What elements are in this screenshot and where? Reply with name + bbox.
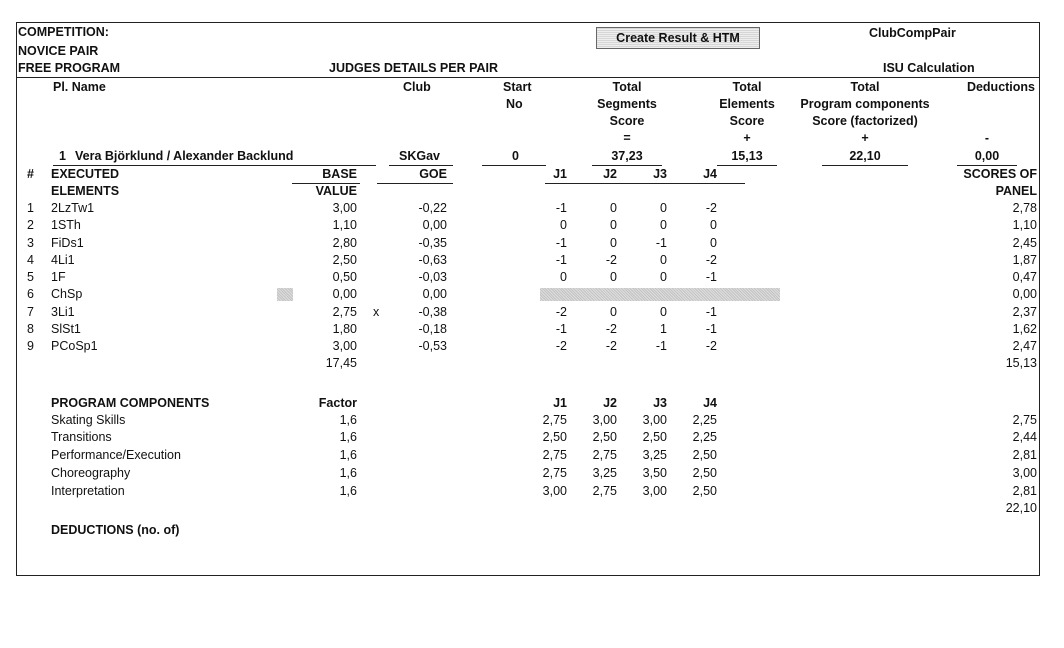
component-j1: 3,00 xyxy=(542,484,567,498)
element-goe: -0,03 xyxy=(418,270,447,284)
component-factor: 1,6 xyxy=(339,413,357,427)
bv-header-underline xyxy=(292,183,360,184)
component-j2: 2,75 xyxy=(592,448,617,462)
skater-underline-tes xyxy=(717,165,777,166)
element-no: 5 xyxy=(27,270,34,284)
col-pcs-2: Program components xyxy=(800,97,930,111)
element-panel-score: 1,62 xyxy=(1012,322,1037,336)
elements-header-2: ELEMENTS xyxy=(51,184,120,198)
goe-header-underline xyxy=(377,183,453,184)
component-factor: 1,6 xyxy=(339,484,357,498)
goe-header: GOE xyxy=(419,167,447,181)
element-goe: 0,00 xyxy=(422,218,447,232)
element-panel-score: 1,87 xyxy=(1012,253,1037,267)
element-j4: -2 xyxy=(705,253,717,267)
element-no: 1 xyxy=(27,201,34,215)
component-panel-score: 2,81 xyxy=(1012,448,1037,462)
element-goe: -0,22 xyxy=(418,201,447,215)
j3-header: J3 xyxy=(653,167,667,181)
skater-underline-tss xyxy=(592,165,662,166)
element-base-value: 0,00 xyxy=(332,287,357,301)
element-base-value: 0,50 xyxy=(332,270,357,284)
element-base-value: 3,00 xyxy=(332,339,357,353)
component-panel-score: 3,00 xyxy=(1012,466,1037,480)
col-tes-1: Total xyxy=(732,80,762,94)
element-j4: -1 xyxy=(705,322,717,336)
element-name: ChSp xyxy=(51,287,83,301)
element-j1: 0 xyxy=(560,218,567,232)
col-start-no: No xyxy=(506,97,523,111)
program-components-title: PROGRAM COMPONENTS xyxy=(51,396,210,410)
element-no: 2 xyxy=(27,218,34,232)
element-name: 3Li1 xyxy=(51,305,75,319)
component-panel-score: 2,44 xyxy=(1012,430,1037,444)
report-title: JUDGES DETAILS PER PAIR xyxy=(329,61,499,75)
element-j4: -2 xyxy=(705,201,717,215)
element-j1: -1 xyxy=(555,253,567,267)
j2-header: J2 xyxy=(603,167,617,181)
competition-label: COMPETITION: xyxy=(18,25,109,39)
element-no: 3 xyxy=(27,236,34,250)
element-panel-score: 2,47 xyxy=(1012,339,1037,353)
element-j4: -1 xyxy=(705,305,717,319)
component-j1: 2,75 xyxy=(542,413,567,427)
element-j3: 0 xyxy=(660,270,667,284)
component-j2: 3,00 xyxy=(592,413,617,427)
element-j1: -1 xyxy=(555,322,567,336)
element-name: FiDs1 xyxy=(51,236,84,250)
element-j3: -1 xyxy=(655,236,667,250)
component-j4: 2,25 xyxy=(692,430,717,444)
component-j3: 2,50 xyxy=(642,430,667,444)
element-no: 8 xyxy=(27,322,34,336)
j4-header: J4 xyxy=(703,167,717,181)
component-j3: 3,00 xyxy=(642,484,667,498)
element-j3: 0 xyxy=(660,218,667,232)
component-j3: 3,00 xyxy=(642,413,667,427)
skater-underline-pcs xyxy=(822,165,908,166)
element-panel-score: 2,78 xyxy=(1012,201,1037,215)
chsp-judges-shade xyxy=(540,288,780,301)
col-pcs-3: Score (factorized) xyxy=(812,114,918,128)
judges-header-underline xyxy=(545,183,745,184)
component-j4: 2,50 xyxy=(692,448,717,462)
col-tss-4: = xyxy=(623,131,631,145)
element-name: PCoSp1 xyxy=(51,339,98,353)
skater-underline-start xyxy=(482,165,546,166)
element-j4: 0 xyxy=(710,218,717,232)
base-value-header-1: BASE xyxy=(322,167,357,181)
component-name: Interpretation xyxy=(51,484,125,498)
element-goe: -0,35 xyxy=(418,236,447,250)
skater-start-no: 0 xyxy=(512,149,519,163)
element-goe: -0,38 xyxy=(418,305,447,319)
skater-underline-name xyxy=(53,165,376,166)
element-j2: 0 xyxy=(610,201,617,215)
element-j4: 0 xyxy=(710,236,717,250)
skater-place: 1 xyxy=(59,149,66,163)
element-base-value: 1,10 xyxy=(332,218,357,232)
components-total: 22,10 xyxy=(1005,501,1037,515)
app-name: ClubCompPair xyxy=(869,26,956,40)
element-base-value: 2,75 xyxy=(332,305,357,319)
component-j1: 2,75 xyxy=(542,448,567,462)
pc-j1-header: J1 xyxy=(553,396,567,410)
col-pcs-1: Total xyxy=(850,80,880,94)
component-j4: 2,50 xyxy=(692,484,717,498)
col-tes-2: Elements xyxy=(719,97,775,111)
element-x-marker: x xyxy=(373,305,380,319)
element-base-value: 3,00 xyxy=(332,201,357,215)
segment-label: FREE PROGRAM xyxy=(18,61,121,75)
component-factor: 1,6 xyxy=(339,466,357,480)
element-no: 9 xyxy=(27,339,34,353)
factor-header: Factor xyxy=(318,396,357,410)
element-panel-score: 2,45 xyxy=(1012,236,1037,250)
element-name: 2LzTw1 xyxy=(51,201,95,215)
header-divider xyxy=(17,77,1039,78)
element-base-value: 1,80 xyxy=(332,322,357,336)
element-j1: -2 xyxy=(555,339,567,353)
element-j4: -1 xyxy=(705,270,717,284)
element-j2: 0 xyxy=(610,218,617,232)
component-panel-score: 2,81 xyxy=(1012,484,1037,498)
component-factor: 1,6 xyxy=(339,448,357,462)
pc-j3-header: J3 xyxy=(653,396,667,410)
element-j3: -1 xyxy=(655,339,667,353)
element-name: 1F xyxy=(51,270,66,284)
col-tss-3: Score xyxy=(609,114,645,128)
col-tes-3: Score xyxy=(729,114,765,128)
col-ded-4: - xyxy=(984,131,990,145)
element-no: 6 xyxy=(27,287,34,301)
component-panel-score: 2,75 xyxy=(1012,413,1037,427)
col-club: Club xyxy=(403,80,431,94)
col-pl-name: Pl. Name xyxy=(53,80,106,94)
element-j1: -1 xyxy=(555,236,567,250)
element-j3: 0 xyxy=(660,201,667,215)
elements-total-panel: 15,13 xyxy=(1005,356,1037,370)
element-no: 7 xyxy=(27,305,34,319)
component-j3: 3,25 xyxy=(642,448,667,462)
element-j3: 1 xyxy=(660,322,667,336)
deductions-label: DEDUCTIONS (no. of) xyxy=(51,523,180,537)
element-panel-score: 0,00 xyxy=(1012,287,1037,301)
element-name: 1STh xyxy=(51,218,81,232)
element-panel-score: 1,10 xyxy=(1012,218,1037,232)
element-goe: -0,63 xyxy=(418,253,447,267)
element-j3: 0 xyxy=(660,253,667,267)
skater-underline-ded xyxy=(957,165,1017,166)
create-result-button[interactable]: Create Result & HTM xyxy=(596,27,760,49)
skater-underline-club xyxy=(389,165,453,166)
component-name: Transitions xyxy=(51,430,112,444)
element-goe: -0,18 xyxy=(418,322,447,336)
component-j3: 3,50 xyxy=(642,466,667,480)
component-j1: 2,75 xyxy=(542,466,567,480)
element-j2: 0 xyxy=(610,305,617,319)
component-j2: 3,25 xyxy=(592,466,617,480)
elements-total-base-value: 17,45 xyxy=(325,356,357,370)
col-pcs-4: + xyxy=(861,131,869,145)
pc-j4-header: J4 xyxy=(703,396,717,410)
col-tss-2: Segments xyxy=(597,97,657,111)
base-value-header-2: VALUE xyxy=(315,184,357,198)
element-j3: 0 xyxy=(660,305,667,319)
component-name: Choreography xyxy=(51,466,131,480)
component-name: Performance/Execution xyxy=(51,448,181,462)
element-no: 4 xyxy=(27,253,34,267)
element-j1: -2 xyxy=(555,305,567,319)
element-j1: 0 xyxy=(560,270,567,284)
component-factor: 1,6 xyxy=(339,430,357,444)
element-base-value: 2,50 xyxy=(332,253,357,267)
category-label: NOVICE PAIR xyxy=(18,44,99,58)
element-name: 4Li1 xyxy=(51,253,75,267)
component-name: Skating Skills xyxy=(51,413,126,427)
j1-header: J1 xyxy=(553,167,567,181)
element-goe: -0,53 xyxy=(418,339,447,353)
element-j1: -1 xyxy=(555,201,567,215)
element-j2: -2 xyxy=(605,253,617,267)
component-j4: 2,50 xyxy=(692,466,717,480)
skater-pcs: 22,10 xyxy=(849,149,881,163)
pc-j2-header: J2 xyxy=(603,396,617,410)
element-panel-score: 0,47 xyxy=(1012,270,1037,284)
element-j2: -2 xyxy=(605,322,617,336)
skater-ded: 0,00 xyxy=(974,149,1000,163)
element-name: SlSt1 xyxy=(51,322,81,336)
component-j4: 2,25 xyxy=(692,413,717,427)
elements-header-1: EXECUTED xyxy=(51,167,120,181)
calc-label: ISU Calculation xyxy=(883,61,975,75)
component-j1: 2,50 xyxy=(542,430,567,444)
col-ded-1: Deductions xyxy=(966,80,1035,94)
element-j4: -2 xyxy=(705,339,717,353)
col-tes-4: + xyxy=(743,131,751,145)
component-j2: 2,50 xyxy=(592,430,617,444)
panel-header-1: SCORES OF xyxy=(963,167,1037,181)
element-goe: 0,00 xyxy=(422,287,447,301)
component-j2: 2,75 xyxy=(592,484,617,498)
element-base-value: 2,80 xyxy=(332,236,357,250)
col-start: Start xyxy=(503,80,532,94)
judges-details-sheet xyxy=(16,22,1040,576)
skater-tes: 15,13 xyxy=(731,149,763,163)
skater-club: SKGav xyxy=(399,149,440,163)
skater-name: Vera Björklund / Alexander Backlund xyxy=(75,149,294,163)
element-j2: 0 xyxy=(610,236,617,250)
element-panel-score: 2,37 xyxy=(1012,305,1037,319)
element-j2: 0 xyxy=(610,270,617,284)
element-j2: -2 xyxy=(605,339,617,353)
elements-num-header: # xyxy=(27,167,34,181)
col-tss-1: Total xyxy=(612,80,642,94)
skater-tss: 37,23 xyxy=(611,149,643,163)
panel-header-2: PANEL xyxy=(995,184,1037,198)
